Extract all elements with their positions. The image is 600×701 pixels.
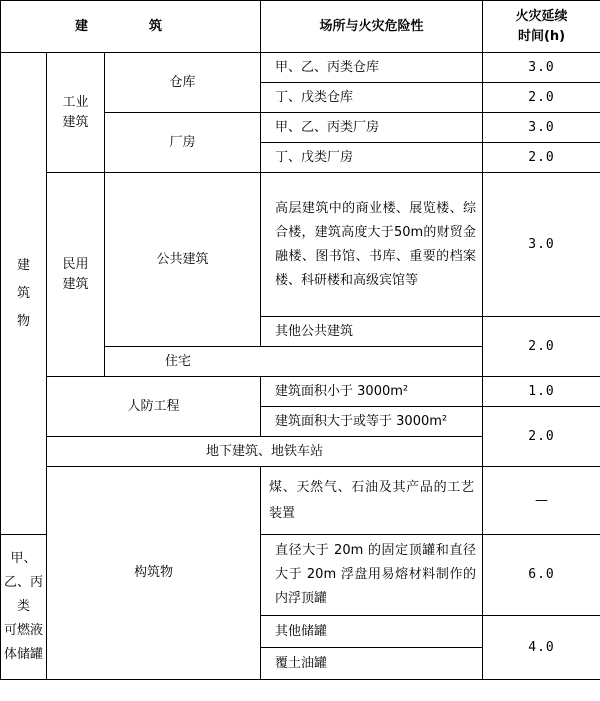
- hours-cell: 4.0: [483, 616, 600, 680]
- hours-cell: 2.0: [483, 83, 600, 113]
- header-duration-line2: 时间(h): [517, 28, 566, 44]
- hours-cell: 2.0: [483, 317, 600, 377]
- structures-label: 构筑物: [47, 467, 261, 680]
- industrial-label: 工业 建筑: [47, 53, 105, 173]
- place-cell: 建筑面积小于 3000m²: [261, 377, 483, 407]
- place-cell: 甲、乙、丙类厂房: [261, 113, 483, 143]
- place-cell: 丁、戊类仓库: [261, 83, 483, 113]
- civil-label: 民用 建筑: [47, 173, 105, 377]
- process-label: 煤、天然气、石油及其产品的工艺装置: [261, 467, 483, 535]
- header-duration-line1: 火灾延续: [515, 8, 568, 24]
- place-cell: 高层建筑中的商业楼、展览楼、综合楼，建筑高度大于50m的财贸金融楼、图书馆、书库、重要的档案楼、科研楼和高级宾馆等: [261, 173, 483, 317]
- buildings-label-char: 筑: [16, 285, 30, 301]
- table-row: [1, 467, 600, 535]
- place-cell: 甲、乙、丙类仓库: [261, 53, 483, 83]
- hours-cell: 2.0: [483, 407, 600, 467]
- buildings-label-char: 物: [16, 313, 30, 329]
- header-duration: [483, 1, 600, 53]
- underground-cell: 地下建筑、地铁车站: [47, 437, 483, 467]
- residence-cell: 住宅: [105, 347, 483, 377]
- place-cell: 覆土油罐: [261, 648, 483, 680]
- place-cell: 其他储罐: [261, 616, 483, 648]
- warehouse-label: 仓库: [105, 53, 261, 113]
- hours-cell: 1.0: [483, 377, 600, 407]
- header-row: [1, 1, 600, 53]
- table-row: [1, 53, 600, 83]
- hours-cell: 3.0: [483, 113, 600, 143]
- public-building-label: 公共建筑: [105, 173, 261, 347]
- hours-cell: 2.0: [483, 143, 600, 173]
- place-cell: 建筑面积大于或等于 3000m²: [261, 407, 483, 437]
- buildings-label-char: 建: [16, 257, 30, 273]
- header-place: 场所与火灾危险性: [261, 1, 483, 53]
- place-cell: —: [483, 467, 600, 535]
- hours-cell: 6.0: [483, 535, 600, 616]
- header-building: 建 筑: [1, 1, 261, 53]
- hours-cell: 3.0: [483, 53, 600, 83]
- civil-defense-label: 人防工程: [47, 377, 261, 437]
- plant-label: 厂房: [105, 113, 261, 173]
- tanks-label: 甲、乙、丙类 可燃液体储罐: [1, 535, 47, 680]
- place-cell: 直径大于 20m 的固定顶罐和直径大于 20m 浮盘用易熔材料制作的内浮顶罐: [261, 535, 483, 616]
- buildings-label: [1, 53, 47, 535]
- table-row: [1, 173, 600, 317]
- place-cell: 其他公共建筑: [261, 317, 483, 347]
- hours-cell: 3.0: [483, 173, 600, 317]
- table-row: [1, 377, 600, 407]
- place-cell: 丁、戊类厂房: [261, 143, 483, 173]
